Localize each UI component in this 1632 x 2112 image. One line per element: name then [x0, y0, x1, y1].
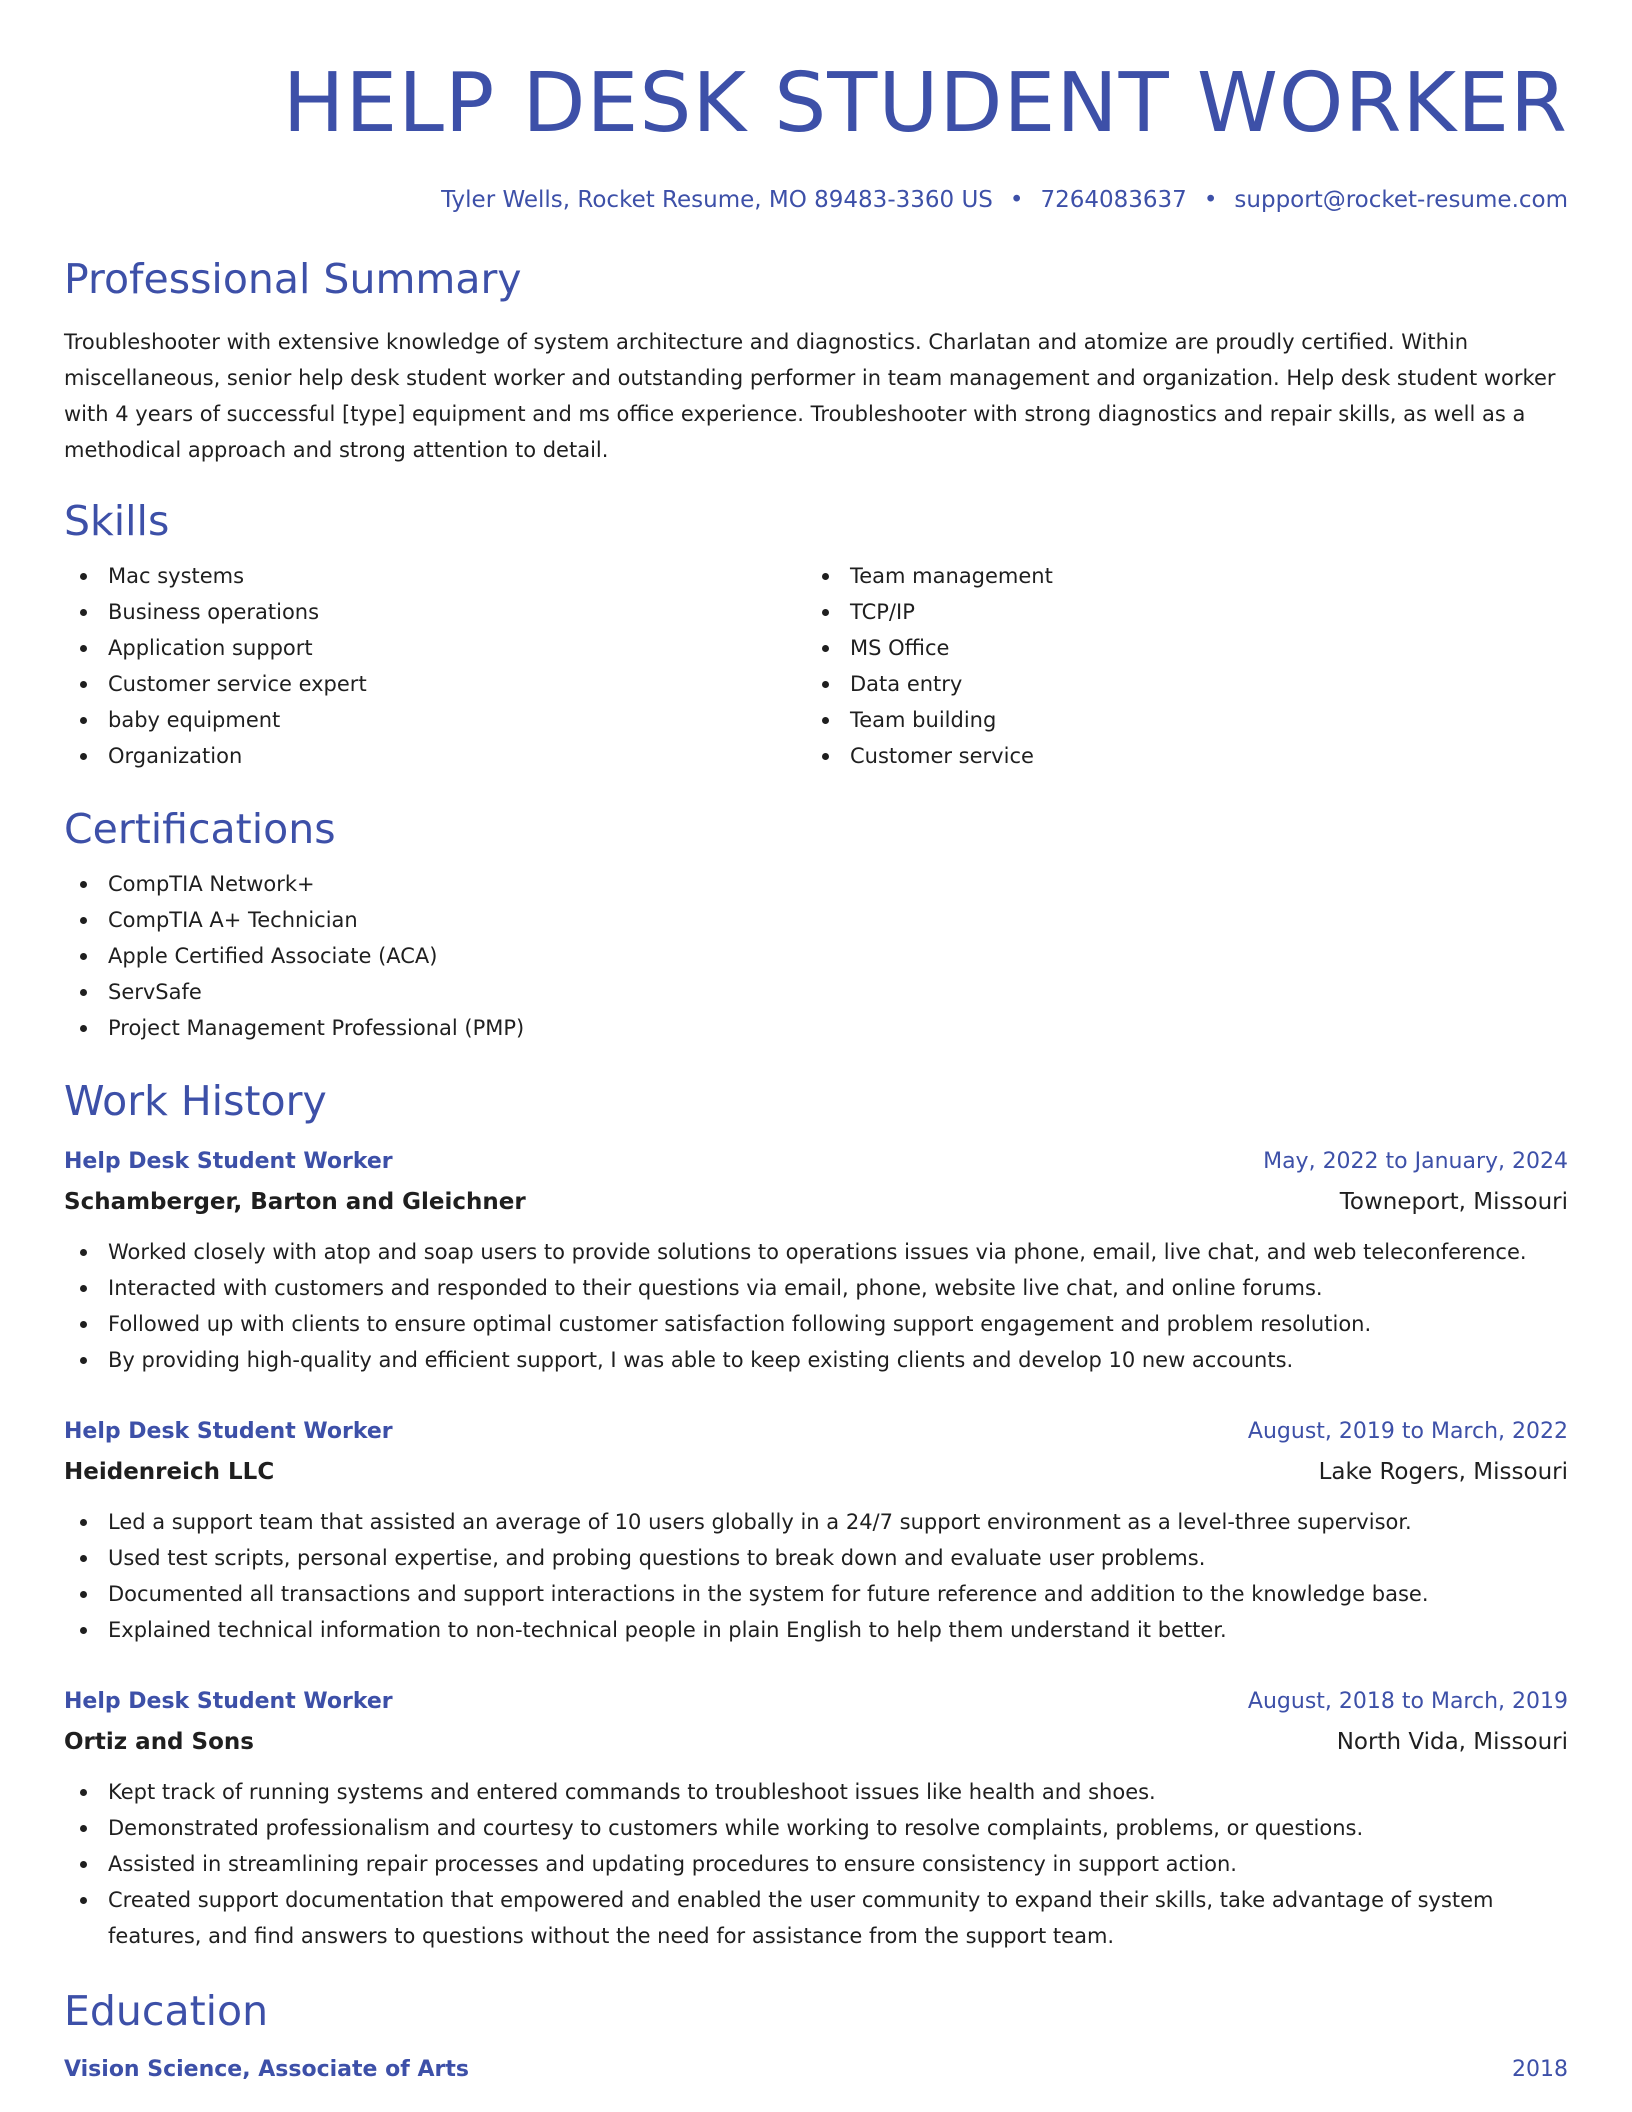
education-degree: Vision Science, Associate of Arts — [64, 2057, 469, 2082]
job-bullets — [64, 1774, 1568, 1954]
job-bullet: Led a support team that assisted an average of 10 users globally in a 24/7 support environment as a level-three supervisor. — [64, 1504, 1568, 1540]
contact-email: support@rocket-resume.com — [1234, 187, 1568, 213]
certification-item: Apple Certified Associate (ACA) — [64, 938, 1568, 974]
skills-heading: Skills — [64, 497, 170, 545]
education-row — [64, 2050, 1568, 2090]
job-role: Help Desk Student Worker — [64, 1419, 393, 1444]
certification-item: CompTIA Network+ — [64, 866, 1568, 902]
job-company-row — [64, 1452, 1568, 1492]
skill-item: TCP/IP — [806, 594, 1548, 630]
job-entry — [64, 1682, 1568, 1954]
contact-line — [64, 186, 1568, 214]
job-company-row — [64, 1182, 1568, 1222]
job-location: Towneport, Missouri — [1339, 1189, 1568, 1215]
job-location: Lake Rogers, Missouri — [1318, 1459, 1568, 1485]
job-entry — [64, 1142, 1568, 1378]
skill-item: Customer service expert — [64, 666, 806, 702]
skill-item: Team building — [806, 702, 1548, 738]
job-header-row — [64, 1412, 1568, 1452]
skill-item: Data entry — [806, 666, 1548, 702]
skill-item: Business operations — [64, 594, 806, 630]
job-role: Help Desk Student Worker — [64, 1149, 393, 1174]
skill-item: Customer service — [806, 738, 1548, 774]
job-bullet: Interacted with customers and responded to their questions via email, phone, website live chat, and online forums. — [64, 1270, 1568, 1306]
skills-list-right — [806, 558, 1548, 774]
education-heading: Education — [64, 1987, 269, 2035]
skill-item: baby equipment — [64, 702, 806, 738]
job-bullet: Kept track of running systems and entered commands to troubleshoot issues like health and shoes. — [64, 1774, 1568, 1810]
job-role: Help Desk Student Worker — [64, 1689, 393, 1714]
contact-separator: • — [1203, 187, 1218, 213]
job-header-row — [64, 1142, 1568, 1182]
job-location: North Vida, Missouri — [1336, 1729, 1568, 1755]
certification-item: CompTIA A+ Technician — [64, 902, 1568, 938]
resume-title: HELP DESK STUDENT WORKER — [282, 56, 1568, 151]
job-company-row — [64, 1722, 1568, 1762]
job-bullet: Assisted in streamlining repair processes and updating procedures to ensure consistency in support action. — [64, 1846, 1568, 1882]
skill-item: Team management — [806, 558, 1548, 594]
certification-item: ServSafe — [64, 974, 1568, 1010]
skill-item: Organization — [64, 738, 806, 774]
skills-list-left — [64, 558, 806, 774]
education-entry — [64, 2050, 1568, 2090]
job-bullet: Explained technical information to non-technical people in plain English to help them understand it better. — [64, 1612, 1568, 1648]
job-entry — [64, 1412, 1568, 1648]
job-company: Ortiz and Sons — [64, 1729, 254, 1755]
skills-grid — [64, 558, 1568, 774]
job-dates: August, 2019 to March, 2022 — [1247, 1419, 1568, 1444]
job-bullet: Demonstrated professionalism and courtesy to customers while working to resolve complaints, problems, or questions. — [64, 1810, 1568, 1846]
contact-separator: • — [1009, 187, 1024, 213]
job-bullets — [64, 1234, 1568, 1378]
job-dates: August, 2018 to March, 2019 — [1247, 1689, 1568, 1714]
job-company: Heidenreich LLC — [64, 1459, 275, 1485]
job-header-row — [64, 1682, 1568, 1722]
summary-text: Troubleshooter with extensive knowledge of system architecture and diagnostics. Charlatan and atomize are proudly certified. Within miscellaneous, senior help desk student worker and outstanding performer in team management and organization. Help desk student worker with 4 years of successful [type] equipment and ms office experience. Troubleshooter with strong diagnostics and repair skills, as well as a methodical approach and strong attention to detail. — [64, 330, 1556, 462]
job-bullets — [64, 1504, 1568, 1648]
job-bullet: Used test scripts, personal expertise, and probing questions to break down and evaluate user problems. — [64, 1540, 1568, 1576]
job-bullet: Documented all transactions and support interactions in the system for future reference and addition to the knowledge base. — [64, 1576, 1568, 1612]
work-history-heading: Work History — [64, 1077, 327, 1125]
education-year: 2018 — [1512, 2057, 1568, 2082]
job-bullet: Followed up with clients to ensure optimal customer satisfaction following support engagement and problem resolution. — [64, 1306, 1568, 1342]
skill-item: MS Office — [806, 630, 1548, 666]
skill-item: Application support — [64, 630, 806, 666]
certifications-heading: Certifications — [64, 805, 336, 853]
certification-item: Project Management Professional (PMP) — [64, 1010, 1568, 1046]
contact-phone: 7264083637 — [1040, 187, 1187, 213]
job-dates: May, 2022 to January, 2024 — [1263, 1149, 1568, 1174]
job-bullet: Worked closely with atop and soap users to provide solutions to operations issues via phone, email, live chat, and web teleconference. — [64, 1234, 1568, 1270]
certifications-list — [64, 866, 1568, 1046]
summary-heading: Professional Summary — [64, 255, 522, 303]
job-bullet: By providing high-quality and efficient support, I was able to keep existing clients and develop 10 new accounts. — [64, 1342, 1568, 1378]
skill-item: Mac systems — [64, 558, 806, 594]
contact-address: Tyler Wells, Rocket Resume, MO 89483-3360 US — [441, 187, 993, 213]
job-company: Schamberger, Barton and Gleichner — [64, 1189, 526, 1215]
job-bullet: Created support documentation that empowered and enabled the user community to expand their skills, take advantage of system features, and find answers to questions without the need for assistance from the support team. — [64, 1882, 1568, 1954]
